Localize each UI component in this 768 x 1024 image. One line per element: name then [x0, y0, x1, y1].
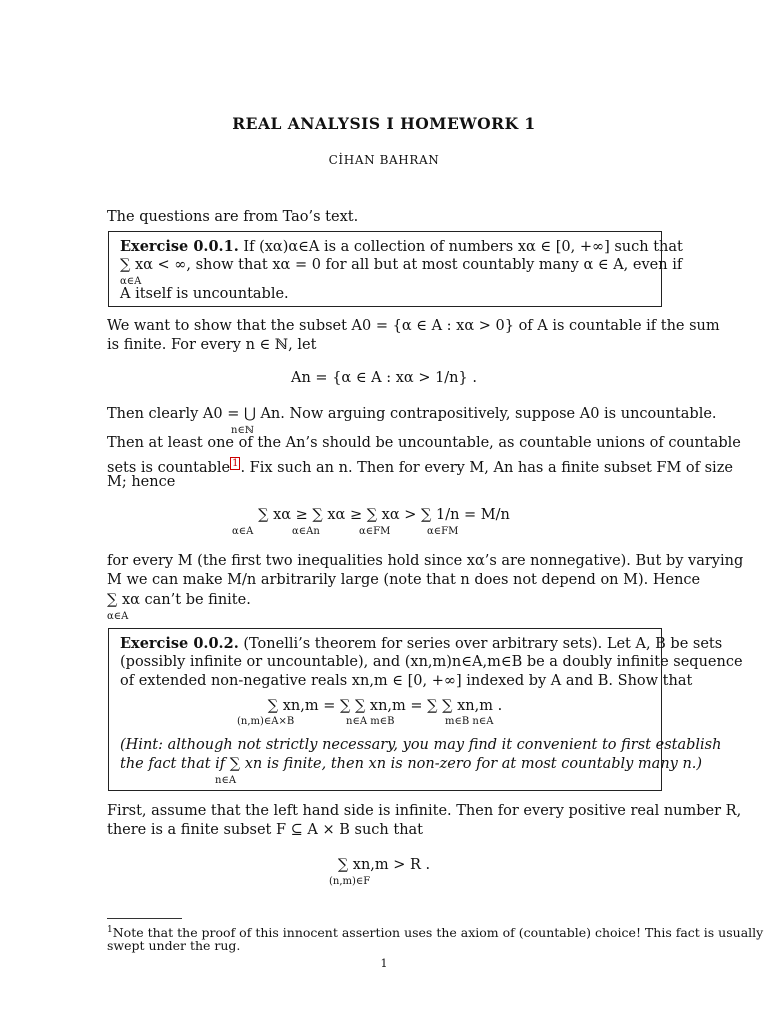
proof-2-line2: there is a finite subset F ⊆ A × B such that [107, 822, 424, 838]
exercise-1-heading: Exercise 0.0.1. [120, 238, 239, 255]
eq2-sub-3: α∈FM [359, 526, 391, 537]
proof-1-line9-subscript: α∈A [107, 611, 129, 622]
footnote-mark: 1 [107, 925, 113, 935]
proof-2-eq-subscript: (n,m)∈F [329, 876, 371, 887]
exercise-2-eq-sub-1: (n,m)∈A×B [237, 716, 295, 727]
proof-2-line1: First, assume that the left hand side is infinite. Then for every positive real number R, [107, 803, 742, 819]
footnote-divider [107, 918, 182, 919]
equation-inequalities: ∑ xα ≥ ∑ xα ≥ ∑ xα > ∑ 1/n = M/n [258, 507, 510, 523]
proof-1-line7: for every M (the first two inequalities hold since xα’s are nonnegative). But by varying [107, 553, 744, 569]
intro-text: The questions are from Tao’s text. [107, 209, 359, 225]
eq2-sub-1: α∈A [232, 526, 254, 537]
proof-1-line5: sets is countable $^1$ . Fix such an n. Then for every M, An has a finite subset FM of size [107, 458, 733, 476]
exercise-2-equation: ∑ xn,m = ∑ ∑ xn,m = ∑ ∑ xn,m . [267, 698, 503, 714]
exercise-2-line3: of extended non-negative reals xn,m ∈ [0, +∞] indexed by A and B. Show that [120, 673, 693, 689]
eq2-sub-4: α∈FM [427, 526, 459, 537]
exercise-1-line2: ∑ xα < ∞, show that xα = 0 for all but at most countably many α ∈ A, even if [120, 257, 683, 273]
author-name: CİHAN BAHRAN [328, 153, 440, 167]
proof-1-line1: We want to show that the subset A0 = {α ∈ A : xα > 0} of A is countable if the sum [107, 318, 720, 334]
exercise-2-hint-line1: (Hint: although not strictly necessary, you may find it convenient to first establish [120, 737, 722, 753]
page-number: 1 [380, 957, 388, 970]
equation-finite-subset: ∑ xn,m > R . [337, 857, 431, 873]
proof-1-line8: M we can make M/n arbitrarily large (note that n does not depend on M). Hence [107, 572, 701, 588]
exercise-1-line3: A itself is uncountable. [120, 286, 289, 302]
union-subscript: n∈ℕ [231, 425, 254, 436]
exercise-2-eq-sub-3: m∈B n∈A [445, 716, 494, 727]
exercise-2-heading: Exercise 0.0.2. [120, 635, 239, 652]
proof-1-line9: ∑ xα can’t be finite. [107, 592, 251, 608]
proof-1-line4: Then at least one of the An’s should be uncountable, as countable unions of countable [107, 435, 741, 451]
exercise-box-2 [108, 628, 743, 791]
exercise-2-hint-line2: the fact that if ∑ xn is finite, then xn is non-zero for at most countably many n.) [120, 756, 703, 772]
exercise-2-line1: Exercise 0.0.2. (Tonelli’s theorem for series over arbitrary sets). Let A, B be sets [120, 635, 723, 652]
equation-an: An = {α ∈ A : xα > 1/n} . [291, 370, 477, 386]
paper-title: REAL ANALYSIS I HOMEWORK 1 [232, 114, 536, 133]
proof-1-line2: is finite. For every n ∈ ℕ, let [107, 337, 317, 353]
exercise-box-1 [108, 231, 683, 307]
footnote-line1: $^1$Note that the proof of this innocent assertion uses the axiom of (countable) choice! This fact is usually [107, 925, 764, 941]
footnote-reference-link[interactable]: 1 [232, 458, 239, 469]
exercise-2-line2: (possibly infinite or uncountable), and (xn,m)n∈A,m∈B be a doubly infinite sequence [120, 654, 743, 670]
exercise-2-eq-sub-2: n∈A m∈B [346, 716, 395, 727]
eq2-sub-2: α∈An [292, 526, 320, 537]
proof-1-line3: Then clearly A0 = ⋃ An. Now arguing contrapositively, suppose A0 is uncountable. [107, 406, 717, 422]
proof-1-line6: M; hence [107, 474, 176, 490]
exercise-2-hint-subscript: n∈A [215, 775, 237, 786]
exercise-1-sum-subscript: α∈A [120, 276, 142, 287]
footnote-line2: swept under the rug. [107, 938, 241, 953]
exercise-1-line1: Exercise 0.0.1. If (xα)α∈A is a collection of numbers xα ∈ [0, +∞] such that [120, 238, 683, 255]
